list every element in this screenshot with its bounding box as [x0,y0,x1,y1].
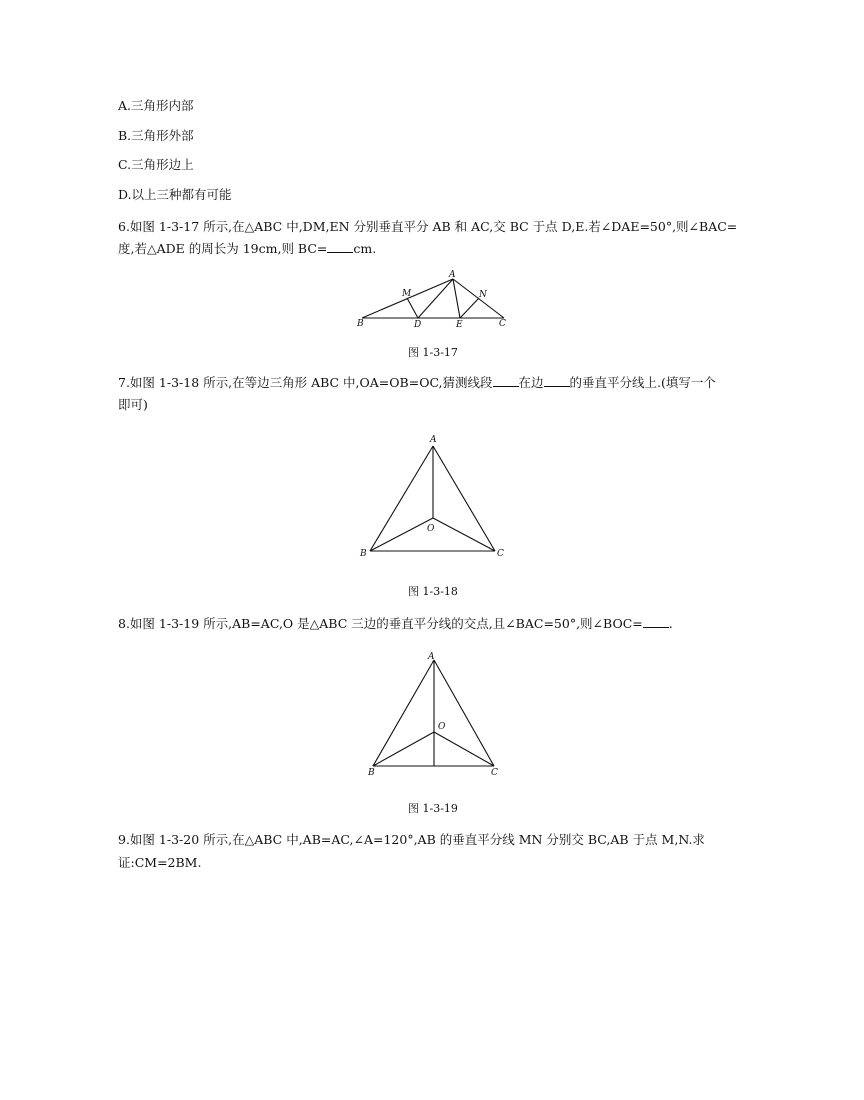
label-a: A [430,435,437,445]
label-b: B [360,549,367,559]
label-o: O [427,524,435,534]
label-a: A [449,270,456,280]
label-b: B [357,319,364,329]
label-n: N [479,290,487,300]
option-d: D.以上三种都有可能 [118,187,232,202]
figure-caption: 图 1-3-19 [408,802,458,815]
q6-text-line1: 6.如图 1-3-17 所示,在△ABC 中,DM,EN 分别垂直平分 AB 和 AC,交 BC 于点 D,E.若∠DAE=50°,则∠BAC= [118,219,738,234]
label-c: C [499,319,506,329]
q7-text-part1: 7.如图 1-3-18 所示,在等边三角形 ABC 中,OA=OB=OC,猜测线段 [118,375,493,390]
option-a: A.三角形内部 [118,98,194,113]
label-o: O [438,722,446,732]
figure-caption: 图 1-3-18 [408,585,458,598]
q7-text-part2: 在边 [518,375,544,390]
q8-text-part1: 8.如图 1-3-19 所示,AB=AC,O 是△ABC 三边的垂直平分线的交点,且∠BAC=50°,则∠BOC= [118,616,643,631]
option-b: B.三角形外部 [118,128,194,143]
q7-text-line2: 即可) [118,397,148,412]
q8-text-part2: . [668,616,673,631]
label-a: A [428,652,435,662]
q7-text-part3: 的垂直平分线上.(填写一个 [569,375,716,390]
q9-text-line2: 证:CM=2BM. [118,855,202,870]
label-e: E [456,320,463,330]
label-c: C [491,768,498,778]
figure-caption: 图 1-3-17 [408,346,458,359]
label-m: M [402,289,412,299]
q9-text-line1: 9.如图 1-3-20 所示,在△ABC 中,AB=AC,∠A=120°,AB 的垂直平分线 MN 分别交 BC,AB 于点 M,N.求 [118,832,705,847]
label-b: B [368,768,375,778]
label-d: D [414,320,422,330]
q6-text-line2-start: 度,若△ADE 的周长为 19cm,则 BC= [118,241,328,256]
q6-text-line2-end: cm. [353,241,377,256]
label-c: C [497,549,504,559]
option-c: C.三角形边上 [118,157,194,172]
